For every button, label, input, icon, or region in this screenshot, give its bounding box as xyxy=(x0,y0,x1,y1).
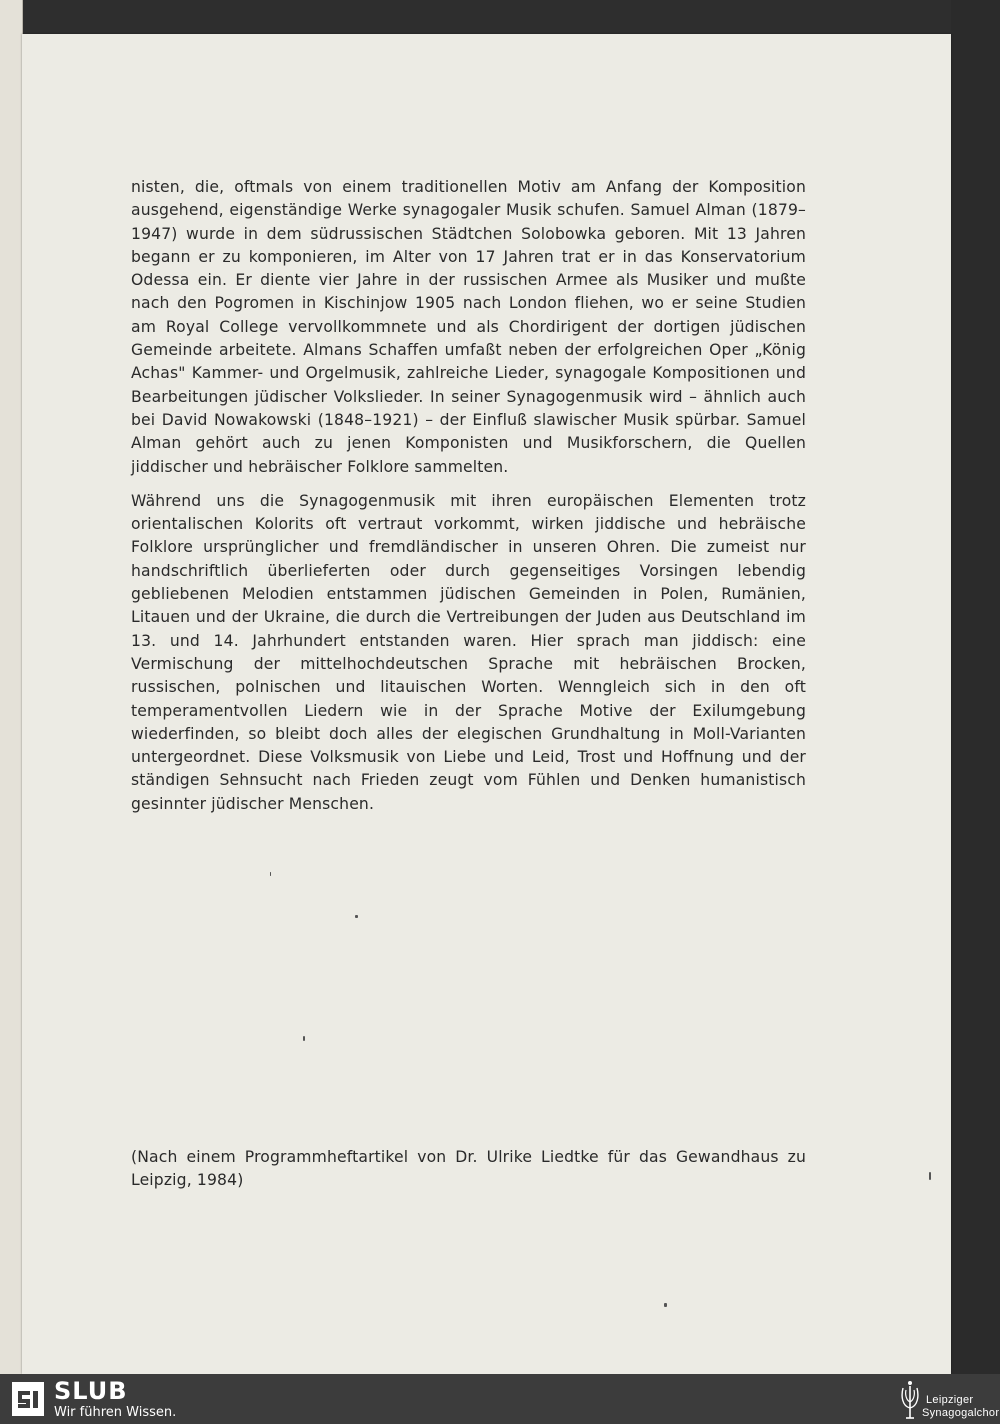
body-text xyxy=(131,176,806,816)
source-note: (Nach einem Programmheftartikel von Dr. Ulrike Liedtke für das Gewandhaus zu Leipzig, 1984) xyxy=(131,1148,806,1190)
footer-bar xyxy=(0,1374,1000,1424)
scan-right-margin xyxy=(951,0,1000,1374)
scan-speck xyxy=(664,1303,667,1307)
slub-brand-name[interactable]: SLUB xyxy=(54,1377,128,1405)
choir-name-line1: Leipziger xyxy=(926,1394,974,1406)
slub-tagline: Wir führen Wissen. xyxy=(54,1405,177,1420)
paragraph-alman: nisten, die, oftmals von einem traditionellen Motiv am Anfang der Komposition ausgehend, eigenständige Werke synagogaler Musik schufen. Samuel Alman (1879–1947) wurde in dem südrussischen Städtchen Solobowka geboren. Mit 13 Jahren begann er zu komponieren, im Alter von 17 Jahren trat er in das Konservatorium Odessa ein. Er diente vier Jahre in der russischen Armee als Musiker und mußte nach den Pogromen in Kischinjow 1905 nach London fliehen, wo er seine Studien am Royal College vervollkommnete und als Chordirigent der dortigen jüdischen Gemeinde arbeitete. Almans Schaffen umfaßt neben der erfolgreichen Oper „König Achas" Kammer- und Orgelmusik, zahlreiche Lieder, synagogale Kompositionen und Bearbeitungen jüdischer Volkslieder. In seiner Synagogenmusik wird – ähnlich auch bei David Nowakowski (1848–1921) – der Einfluß slawischer Musik spürbar. Samuel Alman gehört auch zu jenen Komponisten und Musikforschern, die Quellen jiddischer und hebräischer Folklore sammelten. xyxy=(131,178,806,476)
menorah-logo-icon xyxy=(898,1378,922,1420)
scan-speck xyxy=(303,1036,305,1041)
scan-speck xyxy=(270,872,271,876)
slub-logo-icon[interactable] xyxy=(12,1382,44,1416)
previous-page-edge xyxy=(0,0,23,1374)
paragraph-folklore: Während uns die Synagogenmusik mit ihren europäischen Elementen trotz orientalischen Kolorits oft vertraut vorkommt, wirken jiddische und hebräische Folklore ursprünglicher und fremdländischer in unseren Ohren. Die zumeist nur handschriftlich überlieferten oder durch gegenseitiges Vorsingen lebendig gebliebenen Melodien entstammen jüdischen Gemeinden in Polen, Rumänien, Litauen und der Ukraine, die durch die Vertreibungen der Juden aus Deutschland im 13. und 14. Jahrhundert entstanden waren. Hier sprach man jiddisch: eine Vermischung der mittelhochdeutschen Sprache mit hebräischen Brocken, russischen, polnischen und litauischen Worten. Wenngleich sich in den oft temperamentvollen Liedern wie in der Sprache Motive der Exilumgebung wiederfinden, so bleibt doch alles der elegischen Grundhaltung in Moll-Varianten untergeordnet. Diese Volksmusik von Liebe und Leid, Trost und Hoffnung und der ständigen Sehnsucht nach Frieden zeugt vom Fühlen und Denken humanistisch gesinnter jüdischer Menschen. xyxy=(131,491,806,813)
choir-name-line2: Synagogalchor xyxy=(922,1407,1000,1419)
scan-speck xyxy=(929,1172,931,1180)
scan-speck xyxy=(355,915,358,918)
